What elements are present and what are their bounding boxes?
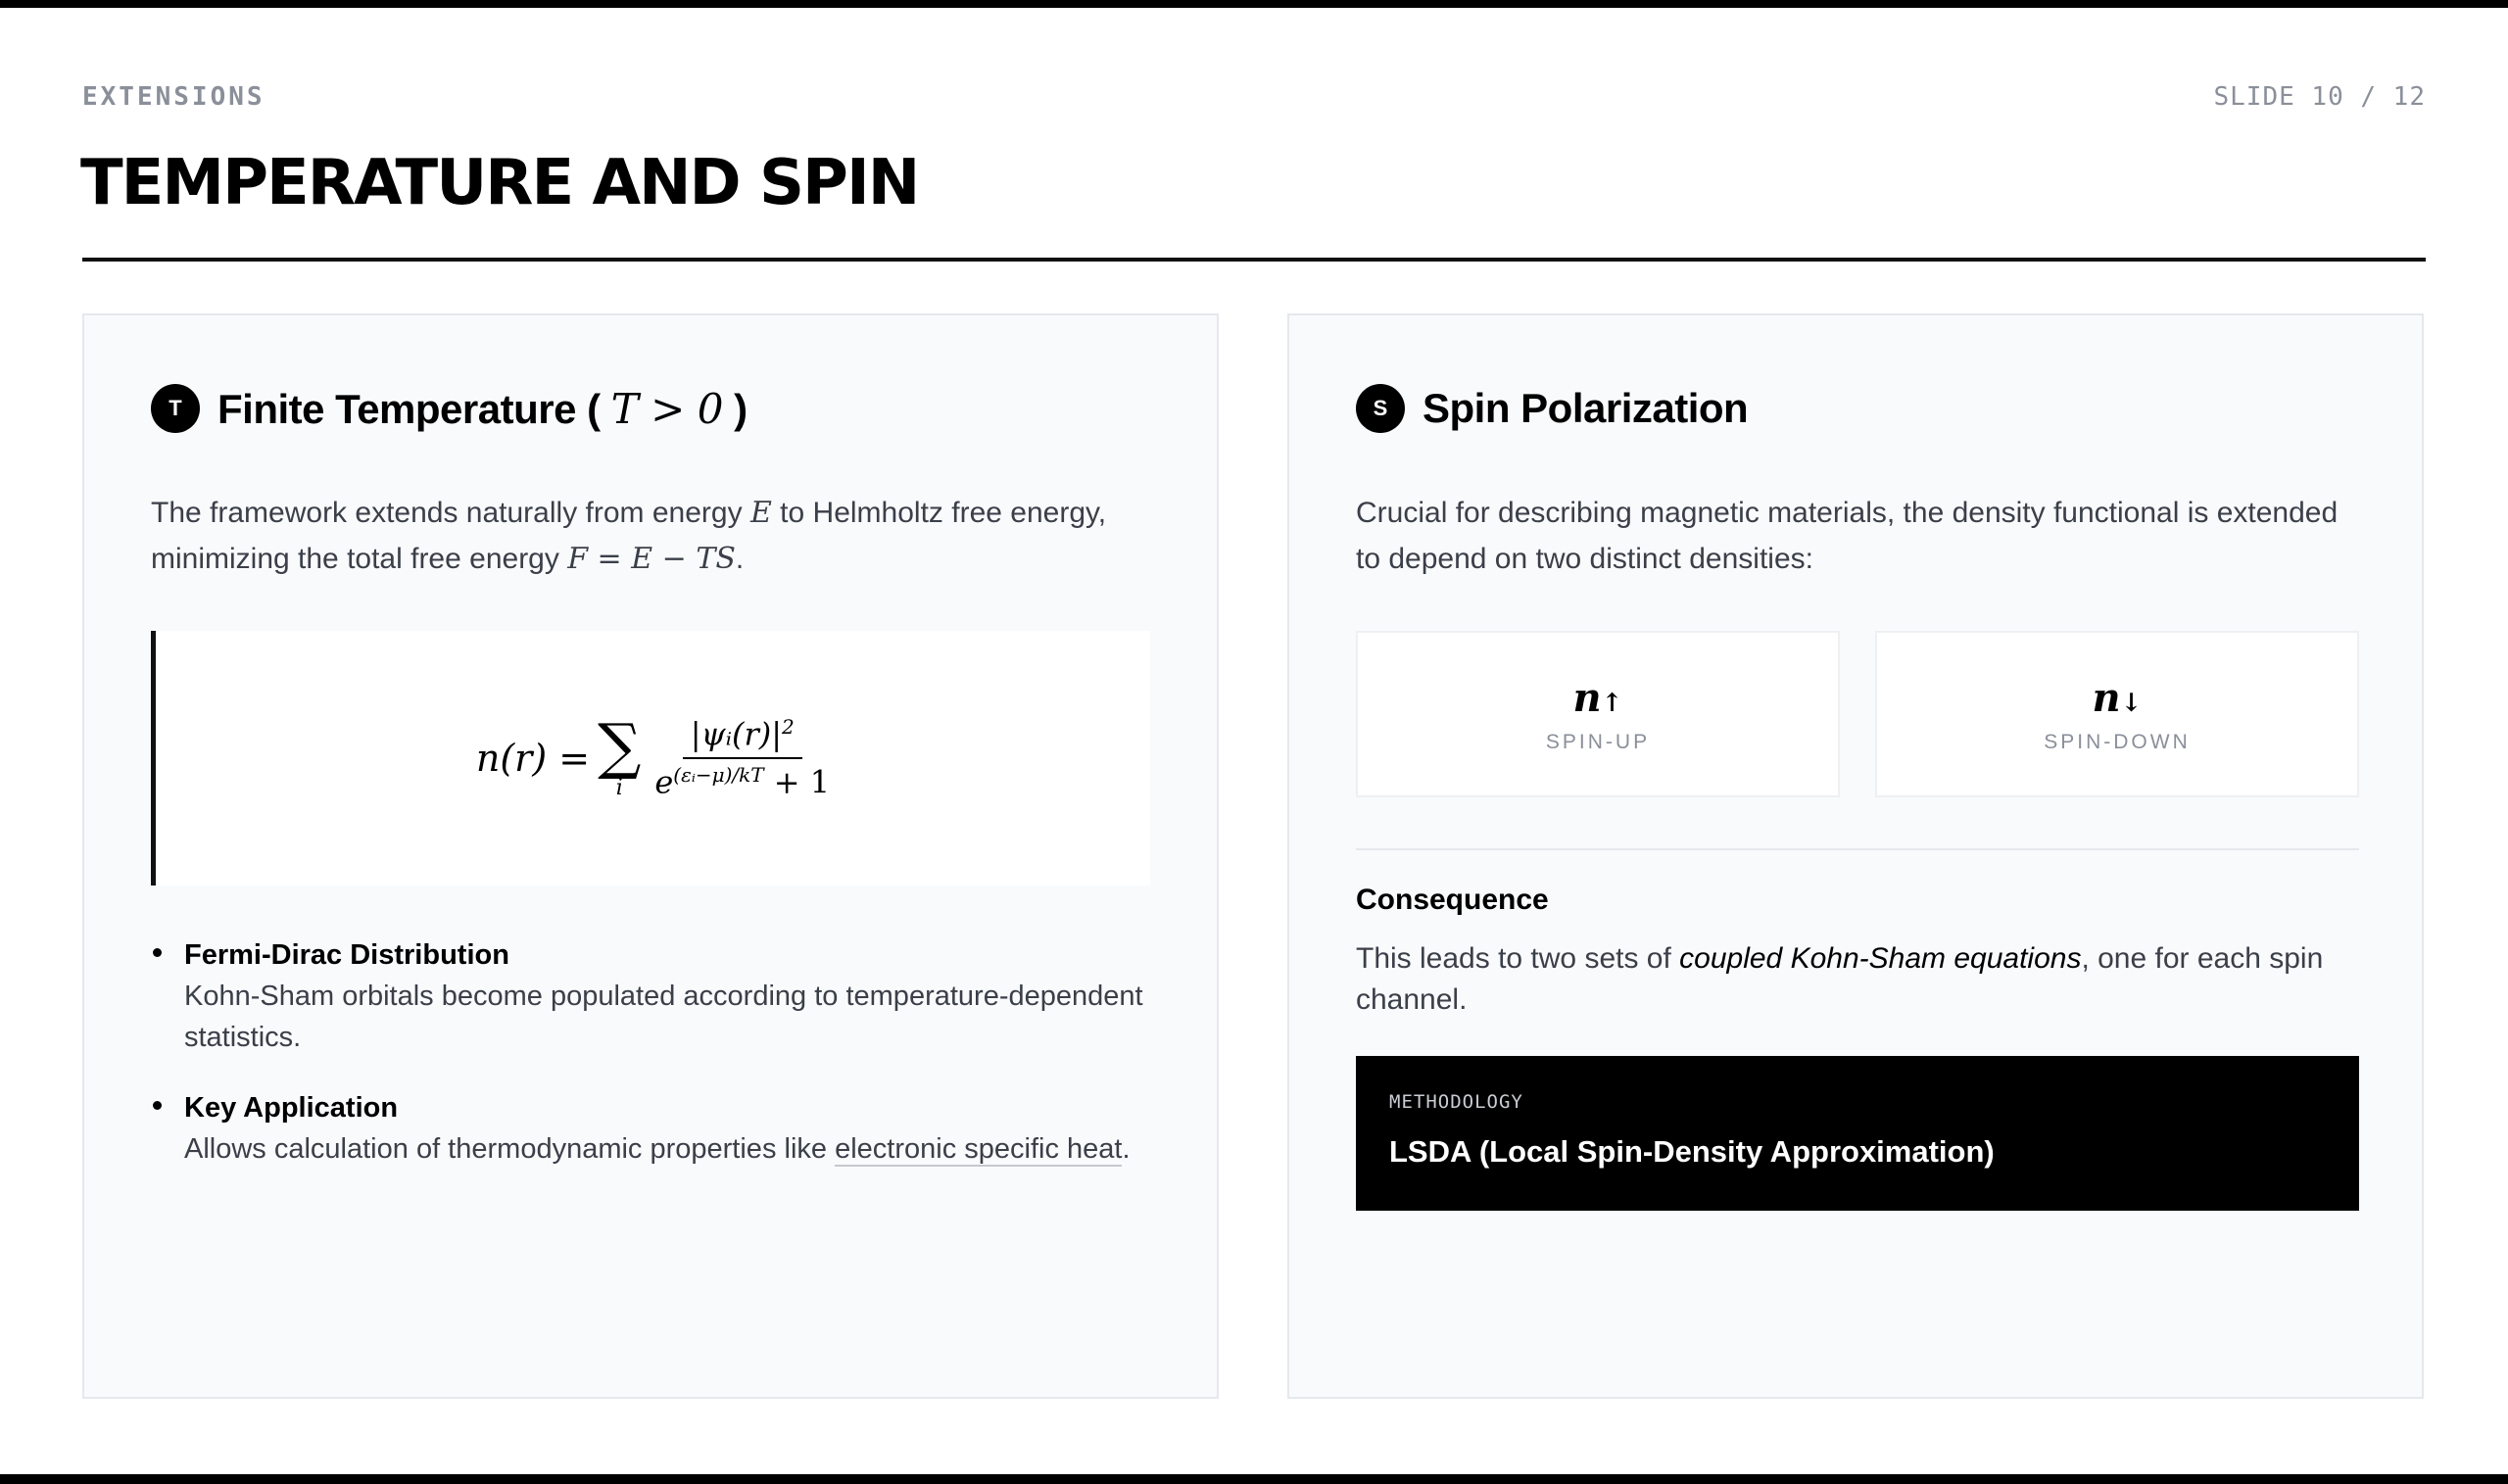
methodology-text: LSDA (Local Spin-Density Approximation) [1389, 1134, 1995, 1169]
consequence-emphasis: coupled Kohn-Sham equations [1679, 942, 2082, 975]
title-text: Finite Temperature ( [217, 385, 601, 432]
finite-temperature-intro [151, 490, 1150, 582]
spin-polarization-header [1356, 384, 1748, 433]
spin-polarization-title: Spin Polarization [1423, 385, 1749, 431]
equation-fraction [654, 715, 830, 800]
consequence-text [1356, 938, 2355, 1021]
denominator-tail: + 1 [773, 763, 831, 801]
top-bar [0, 0, 2508, 8]
summation [598, 710, 642, 800]
list-item [151, 1087, 1150, 1170]
section-eyebrow: EXTENSIONS [82, 82, 265, 112]
spin-down-n: n [2092, 674, 2121, 721]
spin-badge-icon: S [1356, 384, 1405, 433]
temperature-bullets [151, 934, 1150, 1199]
spin-polarization-intro: Crucial for describing magnetic materials, the density functional is extended to depend on two distinct densities: [1356, 497, 2339, 575]
intro-text-1: The framework extends naturally from energy [151, 497, 750, 529]
methodology-label: METHODOLOGY [1389, 1091, 1523, 1113]
finite-temperature-title [217, 385, 748, 433]
numerator-text: |ψᵢ(r)| [690, 716, 783, 753]
bullet-text: Kohn-Sham orbitals become populated according to temperature-dependent statistics. [184, 981, 1143, 1053]
temperature-badge-icon: T [151, 384, 200, 433]
bullet-text [184, 1128, 1150, 1170]
consequence-heading: Consequence [1356, 884, 1549, 916]
consequence-after: , one for each spin channel. [1356, 942, 2324, 1016]
bottom-bar [0, 1474, 2508, 1484]
sigma-icon: ∑ [598, 710, 642, 782]
title-end: ) [734, 385, 748, 432]
title-math: T > 0 [610, 384, 723, 433]
electronic-specific-heat-link[interactable]: electronic specific heat [835, 1133, 1123, 1165]
density-equation [475, 710, 831, 801]
finite-temperature-header [151, 384, 748, 433]
density-equation-box [151, 631, 1150, 886]
bullet-text-before: Allows calculation of thermodynamic properties like [184, 1133, 836, 1165]
sum-index: i [615, 776, 623, 800]
consequence-before: This leads to two sets of [1356, 942, 1680, 975]
list-item [151, 934, 1150, 1058]
intro-var-energy: E [749, 496, 772, 530]
equation-denominator [654, 759, 830, 801]
spin-down-symbol [2093, 675, 2143, 721]
up-arrow-icon: ↑ [1601, 688, 1623, 718]
intro-text-2: to Helmholtz free energy, minimizing the total free energy [151, 497, 1107, 575]
section-divider [1356, 848, 2359, 850]
bullet-title: Key Application [184, 1092, 399, 1124]
spin-polarization-card [1287, 313, 2424, 1399]
spin-up-symbol [1573, 675, 1623, 721]
spin-up-n: n [1572, 674, 1602, 721]
bullet-title: Fermi-Dirac Distribution [184, 939, 509, 971]
spin-down-label: SPIN-DOWN [2044, 730, 2191, 753]
page-title: TEMPERATURE AND SPIN [80, 147, 919, 219]
equation-numerator [683, 715, 802, 759]
methodology-callout [1356, 1056, 2359, 1211]
slide-counter: SLIDE 10 / 12 [2213, 82, 2426, 112]
finite-temperature-card [82, 313, 1219, 1399]
spin-up-label: SPIN-UP [1545, 730, 1651, 753]
bullet-text-after: . [1122, 1133, 1131, 1165]
numerator-power: 2 [782, 715, 795, 740]
denominator-power: (εᵢ−μ)/kT [673, 763, 764, 787]
intro-free-energy-formula: F = E − TS [567, 542, 736, 576]
equation-lhs: n(r) = [475, 737, 591, 780]
title-divider [82, 258, 2426, 262]
denominator-base: e [654, 763, 674, 801]
down-arrow-icon: ↓ [2120, 688, 2143, 718]
spin-up-box [1356, 631, 1840, 797]
spin-down-box [1875, 631, 2359, 797]
intro-text-3: . [735, 543, 745, 575]
